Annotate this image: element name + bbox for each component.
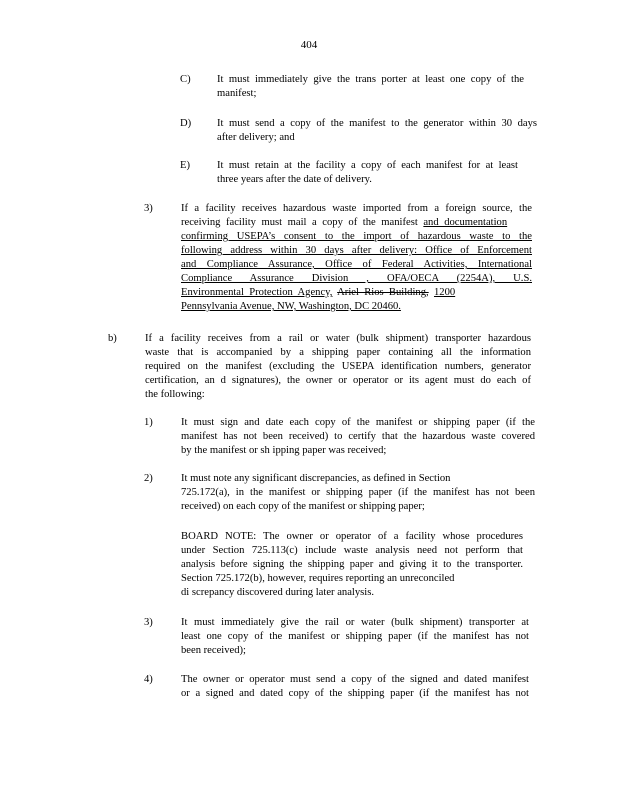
- item-3-text: [181, 202, 532, 314]
- text-line: It must send a copy of the manifest to the generator within 30 days: [217, 118, 537, 129]
- text-line: three years after the date of delivery.: [217, 174, 372, 185]
- underlined-line: Pennsylvania Avenue, NW, Washington, DC 20460.: [181, 301, 401, 312]
- text-line: certification, an d signatures), the owner or operator or its agent must do each of: [145, 375, 531, 386]
- text-line: It must note any significant discrepancies, as defined in Section: [181, 473, 451, 484]
- text-line: required on the manifest (excluding the USEPA identification numbers, generator: [145, 361, 531, 372]
- text-line: 725.172(a), in the manifest or shipping paper (if the manifest has not been: [181, 487, 535, 498]
- text-line: by the manifest or sh ipping paper was received;: [181, 445, 387, 456]
- item-e-text: [217, 159, 518, 187]
- text-line: been received);: [181, 645, 246, 656]
- item-b1-text: [181, 416, 535, 458]
- item-label: 2): [144, 473, 153, 484]
- item-label: D): [180, 118, 192, 129]
- text-line: If a facility receives hazardous waste imported from a foreign source, the: [181, 203, 532, 214]
- underlined-segment: and documentation: [423, 217, 508, 228]
- text-line: [181, 216, 532, 230]
- text-line: manifest has not been received) to certify that the hazardous waste covered: [181, 431, 535, 442]
- text-line: under Section 725.113(c) include waste analysis need not perform that: [181, 545, 523, 556]
- underlined-segment: Environmental Protection Agency,: [181, 287, 333, 298]
- item-label: C): [180, 74, 191, 85]
- text-line: It must retain at the facility a copy of each manifest for at least: [217, 160, 518, 171]
- text-segment: receiving facility must mail a copy of the manifest: [181, 217, 418, 228]
- item-label: 1): [144, 417, 153, 428]
- text-line: It must immediately give the rail or water (bulk shipment) transporter at: [181, 617, 529, 628]
- item-c-text: [217, 73, 524, 101]
- text-line: or a signed and dated copy of the shipping paper (if the manifest has not: [181, 688, 529, 699]
- text-line: It must sign and date each copy of the manifest or shipping paper (if the: [181, 417, 535, 428]
- text-line: The owner or operator must send a copy of the signed and dated manifest: [181, 674, 529, 685]
- underlined-line: following address within 30 days after delivery: Office of Enforcement: [181, 245, 532, 256]
- text-line: It must immediately give the trans porter at least one copy of the: [217, 74, 524, 85]
- item-b4-text: [181, 673, 529, 701]
- text-line: Section 725.172(b), however, requires reporting an unreconciled: [181, 573, 455, 584]
- text-line: analysis before signing the shipping paper and giving it to the transporter.: [181, 559, 523, 570]
- item-label: 3): [144, 203, 153, 214]
- text-line: the following:: [145, 389, 205, 400]
- underlined-segment: 1200: [433, 287, 456, 298]
- page-number: 404: [300, 39, 318, 51]
- text-line: BOARD NOTE: The owner or operator of a facility whose procedures: [181, 531, 523, 542]
- text-line: received) on each copy of the manifest or shipping paper;: [181, 501, 425, 512]
- item-label: E): [180, 160, 190, 171]
- struck-segment: Ariel Rios Building,: [337, 287, 429, 298]
- item-d-text: [217, 117, 537, 145]
- text-line: manifest;: [217, 88, 257, 99]
- text-line: after delivery; and: [217, 132, 295, 143]
- item-label: 4): [144, 674, 153, 685]
- text-line: di screpancy discovered during later analysis.: [181, 587, 374, 598]
- text-line: least one copy of the manifest or shipping paper (if the manifest has not: [181, 631, 529, 642]
- text-line: [181, 286, 532, 300]
- item-b3-text: [181, 616, 529, 658]
- item-b2-text: [181, 472, 535, 514]
- text-line: If a facility receives from a rail or water (bulk shipment) transporter hazardous: [145, 333, 531, 344]
- item-label: b): [108, 333, 117, 344]
- item-label: 3): [144, 617, 153, 628]
- underlined-line: and Compliance Assurance, Office of Federal Activities, International: [181, 259, 532, 270]
- underlined-line: Compliance Assurance Division , OFA/OECA (2254A), U.S.: [181, 273, 532, 284]
- board-note: [181, 530, 523, 600]
- text-line: waste that is accompanied by a shipping paper containing all the information: [145, 347, 531, 358]
- underlined-line: confirming USEPA’s consent to the import of hazardous waste to the: [181, 231, 532, 242]
- item-b-text: [145, 332, 531, 402]
